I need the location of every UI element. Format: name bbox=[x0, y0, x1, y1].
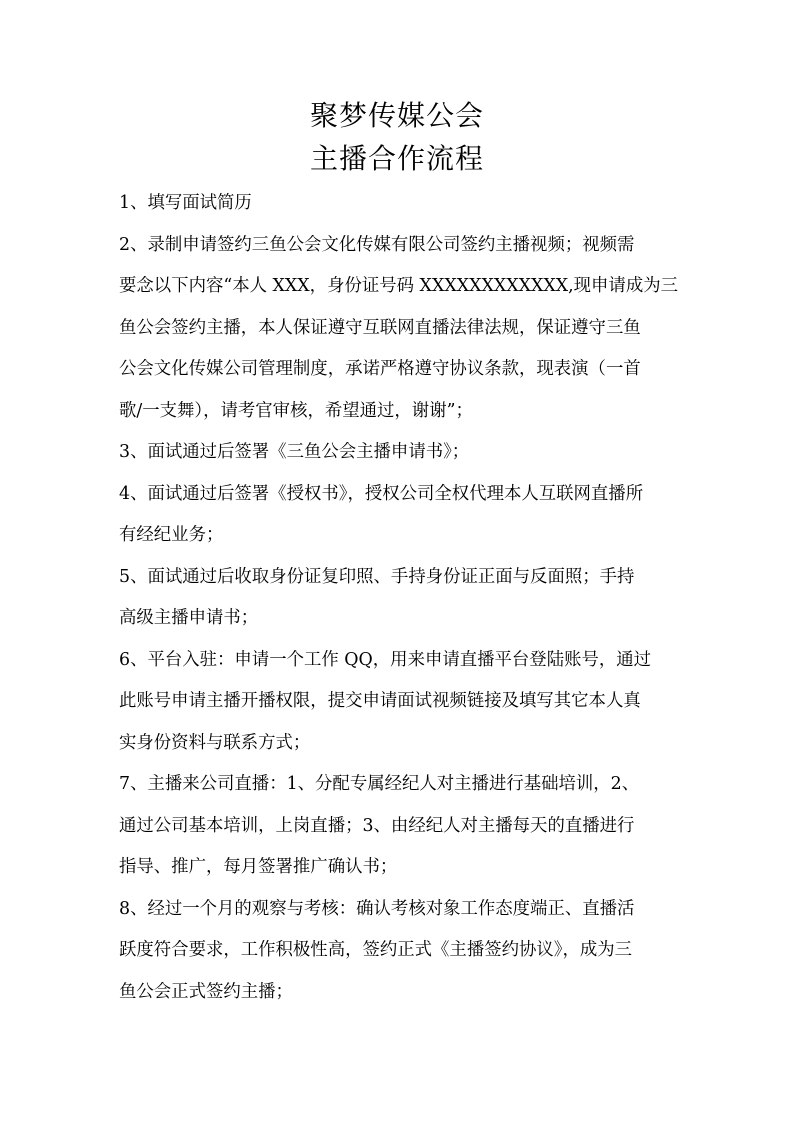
text-line: 鱼公会正式签约主播； bbox=[119, 981, 293, 1002]
text-line: 3、面试通过后签署《三鱼公会主播申请书》； bbox=[119, 442, 470, 462]
document-body bbox=[119, 183, 679, 1013]
text-line: 此账号申请主播开播权限，提交申请面试视频链接及填写其它本人真 bbox=[119, 691, 641, 711]
text-line: 实身份资料与联系方式； bbox=[119, 732, 311, 753]
text-line: 公会文化传媒公司管理制度，承诺严格遵守协议条款，现表演（一首 bbox=[119, 359, 641, 379]
text-line: 6、平台入驻：申请一个工作 QQ，用来申请直播平台登陆账号，通过 bbox=[119, 649, 652, 670]
text-line: 5、面试通过后收取身份证复印照、手持身份证正面与反面照；手持 bbox=[119, 566, 635, 587]
text-line: 高级主播申请书； bbox=[119, 608, 259, 628]
text-line: 2、录制申请签约三鱼公会文化传媒有限公司签约主播视频；视频需 bbox=[119, 234, 635, 255]
text-line: 要念以下内容“本人 XXX，身份证号码 XXXXXXXXXXXX,现申请成为三 bbox=[119, 276, 678, 296]
text-line: 鱼公会签约主播，本人保证遵守互联网直播法律法规，保证遵守三鱼 bbox=[119, 317, 641, 338]
text-line: 1、填写面试简历 bbox=[119, 193, 252, 213]
text-line: 7、主播来公司直播：1、分配专属经纪人对主播进行基础培训，2、 bbox=[119, 774, 640, 794]
document-title: 聚梦传媒公会 bbox=[309, 99, 484, 132]
text-line: 跃度符合要求，工作积极性高，签约正式《主播签约协议》，成为三 bbox=[119, 940, 633, 960]
text-line: 8、经过一个月的观察与考核：确认考核对象工作态度端正、直播活 bbox=[119, 898, 635, 919]
text-line: 有经纪业务； bbox=[119, 525, 224, 545]
text-line: 指导、推广，每月签署推广确认书； bbox=[119, 857, 398, 877]
text-line: 4、面试通过后签署《授权书》，授权公司全权代理本人互联网直播所 bbox=[119, 483, 644, 504]
document-subtitle: 主播合作流程 bbox=[309, 142, 484, 175]
text-line: 歌/一支舞），请考官审核，希望通过，谢谢”； bbox=[119, 400, 473, 421]
text-line: 通过公司基本培训，上岗直播；3、由经纪人对主播每天的直播进行 bbox=[119, 815, 635, 836]
